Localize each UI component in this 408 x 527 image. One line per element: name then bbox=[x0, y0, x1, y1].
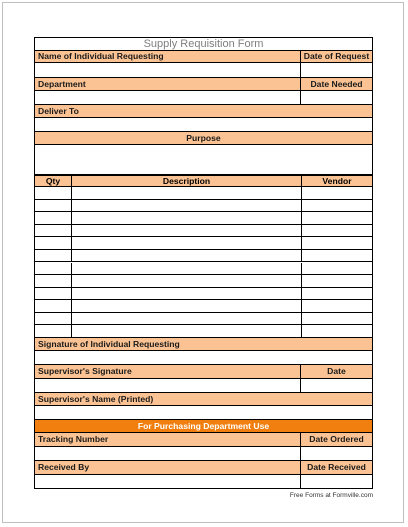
purchasing-header bbox=[35, 420, 372, 433]
supervisor-name-label: Supervisor's Name (Printed) bbox=[38, 394, 154, 404]
signature-header bbox=[35, 338, 372, 351]
qty-cell[interactable] bbox=[35, 263, 71, 275]
vendor-cell[interactable] bbox=[301, 300, 372, 312]
description-cell[interactable] bbox=[71, 313, 301, 325]
vendor-cell[interactable] bbox=[301, 225, 372, 237]
department-label: Department bbox=[38, 79, 86, 89]
supervisor-name-field[interactable] bbox=[35, 406, 372, 420]
qty-cell[interactable] bbox=[35, 200, 71, 212]
vendor-header: Vendor bbox=[301, 176, 372, 186]
supervisor-sig-header bbox=[35, 365, 372, 379]
supervisor-sig-label: Supervisor's Signature bbox=[38, 366, 132, 376]
description-cell[interactable] bbox=[71, 300, 301, 312]
table-row[interactable] bbox=[35, 187, 372, 200]
supervisor-sig-field[interactable] bbox=[35, 379, 372, 393]
date-field[interactable] bbox=[300, 379, 372, 392]
qty-cell[interactable] bbox=[35, 187, 71, 199]
purpose-header bbox=[35, 132, 372, 145]
description-cell[interactable] bbox=[71, 200, 301, 212]
deliver-header bbox=[35, 105, 372, 118]
qty-cell[interactable] bbox=[35, 250, 71, 262]
date-received-label: Date Received bbox=[300, 461, 372, 474]
description-cell[interactable] bbox=[71, 275, 301, 287]
qty-cell[interactable] bbox=[35, 237, 71, 249]
purchasing-label: For Purchasing Department Use bbox=[137, 421, 270, 431]
items-table-header bbox=[35, 175, 372, 187]
qty-cell[interactable] bbox=[35, 313, 71, 325]
vendor-cell[interactable] bbox=[301, 212, 372, 224]
deliver-label: Deliver To bbox=[38, 106, 79, 116]
description-header: Description bbox=[71, 176, 301, 186]
date-needed-label: Date Needed bbox=[300, 78, 372, 90]
vendor-cell[interactable] bbox=[301, 325, 372, 337]
signature-label: Signature of Individual Requesting bbox=[38, 339, 180, 349]
received-by-label: Received By bbox=[38, 462, 90, 472]
table-row[interactable] bbox=[35, 300, 372, 313]
table-row[interactable] bbox=[35, 263, 372, 276]
supervisor-name-header bbox=[35, 393, 372, 406]
supply-requisition-form bbox=[34, 37, 373, 489]
description-cell[interactable] bbox=[71, 187, 301, 199]
date-received-field[interactable] bbox=[300, 475, 372, 488]
qty-cell[interactable] bbox=[35, 212, 71, 224]
qty-cell[interactable] bbox=[35, 288, 71, 300]
table-row[interactable] bbox=[35, 275, 372, 288]
vendor-cell[interactable] bbox=[301, 250, 372, 262]
purpose-field[interactable] bbox=[35, 145, 372, 175]
qty-cell[interactable] bbox=[35, 300, 71, 312]
date-request-label: Date of Request bbox=[300, 51, 372, 62]
form-title: Supply Requisition Form bbox=[35, 38, 372, 51]
description-cell[interactable] bbox=[71, 212, 301, 224]
tracking-header bbox=[35, 433, 372, 447]
vendor-cell[interactable] bbox=[301, 275, 372, 287]
date-label: Date bbox=[300, 365, 372, 378]
description-cell[interactable] bbox=[71, 263, 301, 275]
deliver-field[interactable] bbox=[35, 118, 372, 132]
qty-cell[interactable] bbox=[35, 325, 71, 337]
vendor-cell[interactable] bbox=[301, 237, 372, 249]
description-cell[interactable] bbox=[71, 325, 301, 337]
table-row[interactable] bbox=[35, 212, 372, 225]
footer-credit: Free Forms at Formville.com bbox=[289, 492, 373, 499]
date-ordered-label: Date Ordered bbox=[300, 433, 372, 446]
vendor-cell[interactable] bbox=[301, 313, 372, 325]
date-needed-field[interactable] bbox=[300, 91, 372, 104]
signature-field[interactable] bbox=[35, 351, 372, 365]
vendor-cell[interactable] bbox=[301, 200, 372, 212]
name-label: Name of Individual Requesting bbox=[38, 51, 164, 61]
vendor-cell[interactable] bbox=[301, 288, 372, 300]
table-row[interactable] bbox=[35, 250, 372, 263]
received-field[interactable] bbox=[35, 475, 372, 488]
qty-cell[interactable] bbox=[35, 275, 71, 287]
table-row[interactable] bbox=[35, 237, 372, 250]
table-row[interactable] bbox=[35, 200, 372, 213]
department-header bbox=[35, 78, 372, 91]
table-row[interactable] bbox=[35, 288, 372, 301]
vendor-cell[interactable] bbox=[301, 187, 372, 199]
table-row[interactable] bbox=[35, 325, 372, 338]
date-ordered-field[interactable] bbox=[300, 447, 372, 460]
department-field[interactable] bbox=[35, 91, 372, 105]
purpose-label: Purpose bbox=[186, 133, 221, 143]
qty-cell[interactable] bbox=[35, 225, 71, 237]
description-cell[interactable] bbox=[71, 237, 301, 249]
tracking-label: Tracking Number bbox=[38, 434, 109, 444]
date-request-field[interactable] bbox=[300, 63, 372, 77]
table-row[interactable] bbox=[35, 313, 372, 326]
description-cell[interactable] bbox=[71, 225, 301, 237]
name-field[interactable] bbox=[35, 63, 372, 78]
name-header bbox=[35, 51, 372, 63]
tracking-field[interactable] bbox=[35, 447, 372, 461]
description-cell[interactable] bbox=[71, 250, 301, 262]
qty-header: Qty bbox=[45, 176, 61, 186]
table-row[interactable] bbox=[35, 225, 372, 238]
description-cell[interactable] bbox=[71, 288, 301, 300]
vendor-cell[interactable] bbox=[301, 263, 372, 275]
received-header bbox=[35, 461, 372, 475]
